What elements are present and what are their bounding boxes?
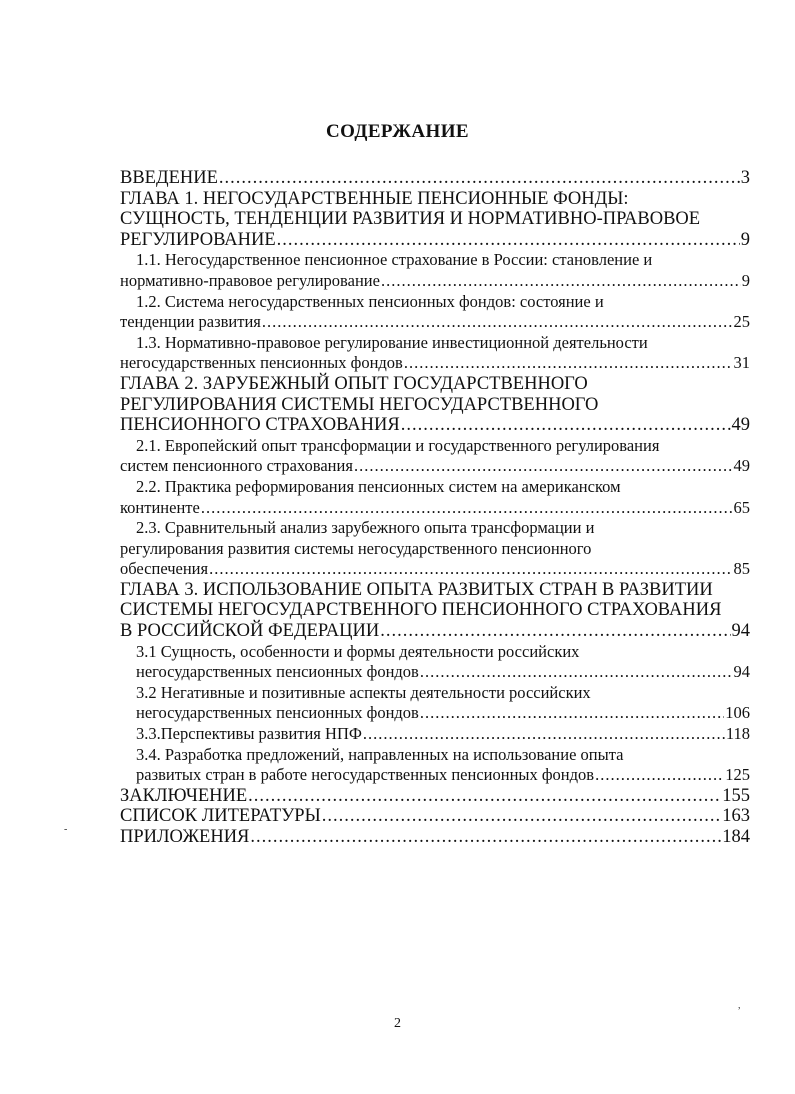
- toc-page-number: 65: [733, 497, 750, 517]
- toc-page-number: 9: [741, 270, 750, 290]
- toc-page-number: 85: [733, 559, 750, 579]
- dot-leader: [219, 168, 740, 189]
- toc-entry-line: 3.3.Перспективы развития НПФ: [136, 724, 362, 744]
- toc-entry-line: 1.1. Негосударственное пенсионное страхование в России: становление и: [136, 250, 653, 270]
- toc-entry-line: систем пенсионного страхования: [120, 456, 353, 476]
- toc-entry-label: СПИСОК ЛИТЕРАТУРЫ: [120, 806, 321, 827]
- toc-entry-section-3-2[interactable]: [120, 683, 750, 724]
- toc-entry-line: обеспечения: [120, 559, 209, 579]
- toc-entry-line: 3.1 Сущность, особенности и формы деятельности российских: [136, 641, 580, 661]
- dot-leader: [262, 312, 733, 333]
- toc-page-number: 9: [740, 229, 750, 250]
- toc-page-number: 94: [731, 621, 750, 642]
- toc-entry-appendices[interactable]: [120, 827, 750, 848]
- toc-entry-line: В РОССИЙСКОЙ ФЕДЕРАЦИИ: [120, 621, 380, 642]
- dot-leader: [248, 786, 721, 807]
- toc-entry-conclusion[interactable]: [120, 786, 750, 807]
- dot-leader: [401, 415, 731, 436]
- toc-entry-line: негосударственных пенсионных фондов: [136, 662, 419, 682]
- toc-entry-section-2-2[interactable]: [120, 477, 750, 518]
- toc-entry-section-3-3[interactable]: [120, 724, 750, 745]
- dot-leader: [420, 662, 733, 683]
- toc-entry-line: ГЛАВА 2. ЗАРУБЕЖНЫЙ ОПЫТ ГОСУДАРСТВЕННОГО: [120, 373, 588, 394]
- toc-entry-line: 3.2 Негативные и позитивные аспекты деятельности российских: [136, 682, 591, 702]
- dot-leader: [209, 559, 732, 580]
- toc-entry-section-3-4[interactable]: [120, 745, 750, 786]
- dot-leader: [250, 827, 721, 848]
- toc-page-number: 106: [725, 703, 750, 723]
- toc-entry-line: 3.4. Разработка предложений, направленных на использование опыта: [136, 744, 624, 764]
- dot-leader: [201, 498, 733, 519]
- toc-page-number: 49: [733, 456, 750, 476]
- toc-entry-line: РЕГУЛИРОВАНИЯ СИСТЕМЫ НЕГОСУДАРСТВЕННОГО: [120, 394, 599, 415]
- toc-page-number: 118: [725, 724, 750, 744]
- dot-leader: [322, 806, 722, 827]
- toc-entry-line: 2.2. Практика реформирования пенсионных систем на американском: [136, 476, 621, 496]
- toc-entry-references[interactable]: [120, 806, 750, 827]
- toc-entry-section-1-1[interactable]: [120, 250, 750, 291]
- toc-entry-line: СИСТЕМЫ НЕГОСУДАРСТВЕННОГО ПЕНСИОННОГО СТРАХОВАНИЯ: [120, 600, 722, 621]
- toc-entry-line: развитых стран в работе негосударственных пенсионных фондов: [136, 765, 595, 785]
- toc-entry-line: негосударственных пенсионных фондов: [136, 703, 419, 723]
- dot-leader: [404, 353, 733, 374]
- toc-entry-line: РЕГУЛИРОВАНИЕ: [120, 229, 276, 250]
- toc-entry-label: ВВЕДЕНИЕ: [120, 168, 218, 188]
- toc-entry-line: нормативно-правовое регулирование: [120, 270, 380, 290]
- dot-leader: [381, 271, 741, 292]
- scan-speck: -: [64, 824, 68, 835]
- page-title: СОДЕРЖАНИЕ: [326, 121, 469, 142]
- toc-entry-line: ГЛАВА 1. НЕГОСУДАРСТВЕННЫЕ ПЕНСИОННЫЕ ФОНДЫ:: [120, 188, 629, 209]
- toc-entry-line: ГЛАВА 3. ИСПОЛЬЗОВАНИЕ ОПЫТА РАЗВИТЫХ СТРАН В РАЗВИТИИ: [120, 579, 713, 600]
- toc-page-number: 184: [722, 827, 750, 847]
- toc-entry-chapter-2[interactable]: [120, 374, 750, 436]
- toc-entry-line: тенденции развития: [120, 312, 261, 332]
- toc-entry-label: ПРИЛОЖЕНИЯ: [120, 827, 250, 847]
- toc-entry-chapter-3[interactable]: [120, 580, 750, 642]
- toc-entry-section-1-2[interactable]: [120, 292, 750, 333]
- toc-page-number: 155: [722, 785, 750, 806]
- toc-entry-line: ПЕНСИОННОГО СТРАХОВАНИЯ: [120, 415, 400, 436]
- toc-page-number: 125: [725, 765, 750, 785]
- toc-entry-line: СУЩНОСТЬ, ТЕНДЕНЦИИ РАЗВИТИЯ И НОРМАТИВНО-ПРАВОВОЕ: [120, 209, 701, 230]
- toc-entry-chapter-1[interactable]: [120, 189, 750, 251]
- dot-leader: [277, 230, 740, 251]
- toc-page-number: 49: [731, 415, 750, 436]
- scan-speck: ,: [738, 1000, 741, 1011]
- table-of-contents: [120, 168, 750, 848]
- toc-entry-line: 2.3. Сравнительный анализ зарубежного опыта трансформации и: [136, 518, 595, 538]
- toc-entry-line: 2.1. Европейский опыт трансформации и государственного регулирования: [136, 435, 660, 455]
- toc-entry-line: 1.3. Нормативно-правовое регулирование инвестиционной деятельности: [136, 332, 648, 352]
- toc-page-number: 31: [733, 353, 750, 373]
- dot-leader: [354, 456, 733, 477]
- dot-leader: [380, 621, 730, 642]
- toc-entry-section-2-3[interactable]: [120, 518, 750, 580]
- dot-leader: [363, 724, 725, 745]
- toc-page-number: 94: [733, 662, 750, 682]
- toc-page-number: 3: [740, 168, 750, 188]
- toc-entry-section-1-3[interactable]: [120, 333, 750, 374]
- toc-entry-line: регулирования развития системы негосударственного пенсионного: [120, 538, 592, 558]
- toc-entry-introduction[interactable]: [120, 168, 750, 189]
- toc-page-number: 25: [733, 312, 750, 332]
- page-number: 2: [394, 1016, 401, 1031]
- toc-entry-label: ЗАКЛЮЧЕНИЕ: [120, 785, 248, 806]
- toc-entry-line: континенте: [120, 497, 200, 517]
- toc-entry-section-2-1[interactable]: [120, 436, 750, 477]
- dot-leader: [420, 703, 724, 724]
- dot-leader: [595, 765, 724, 786]
- toc-entry-section-3-1[interactable]: [120, 642, 750, 683]
- toc-page-number: 163: [722, 806, 750, 827]
- toc-entry-line: негосударственных пенсионных фондов: [120, 353, 403, 373]
- toc-entry-line: 1.2. Система негосударственных пенсионных фондов: состояние и: [136, 291, 604, 311]
